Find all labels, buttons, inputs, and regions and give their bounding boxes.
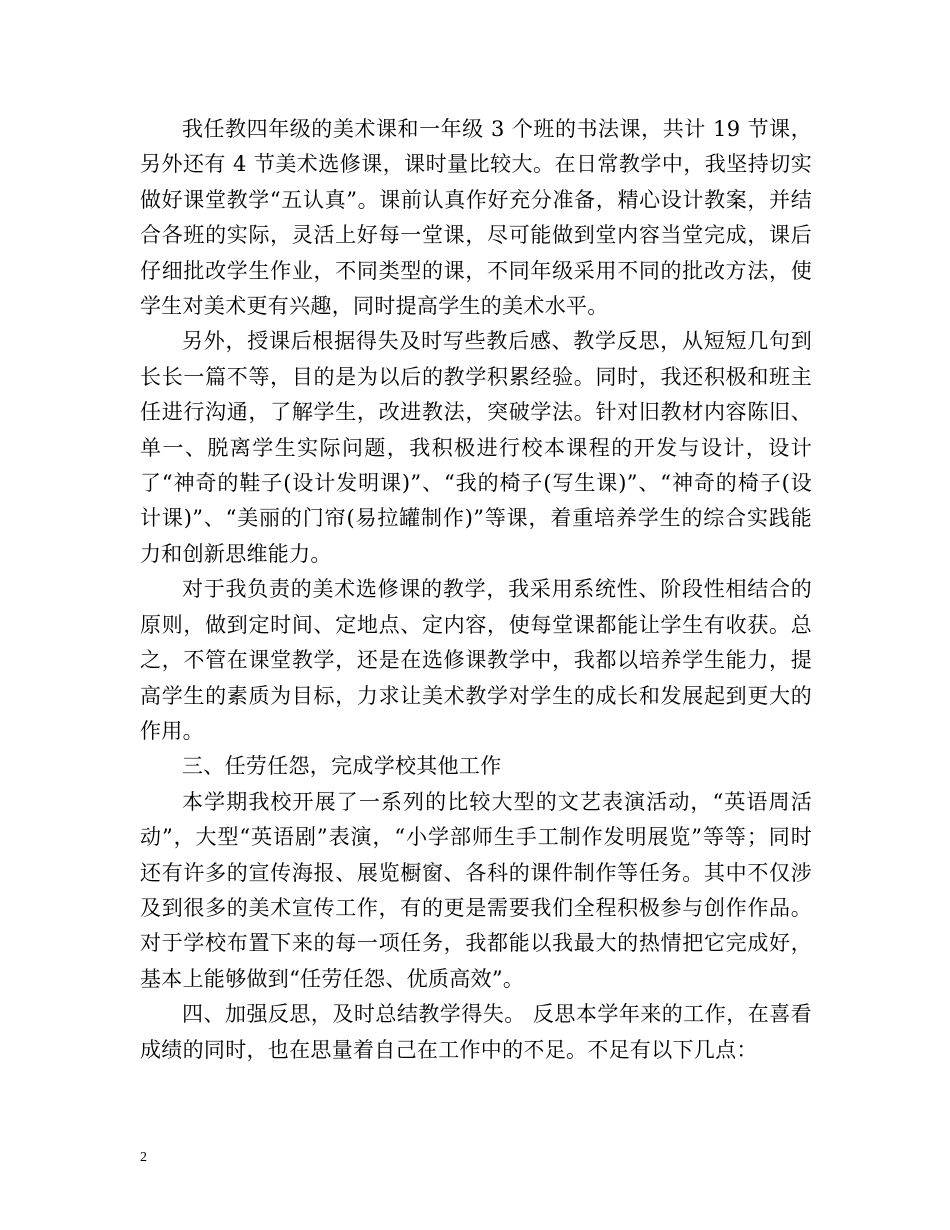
- paragraph-reflection-curriculum: 另外，授课后根据得失及时写些教后感、教学反思，从短短几句到长长一篇不等，目的是为以后的教学积累经验。同时，我还积极和班主任进行沟通，了解学生，改进教法，突破学法。针对旧教材内容陈旧、单一、脱离学生实际问题，我积极进行校本课程的开发与设计，设计了“神奇的鞋子(设计发明课)”、“我的椅子(写生课)”、“神奇的椅子(设计课)”、“美丽的门帘(易拉罐制作)”等课，着重培养学生的综合实践能力和创新思维能力。: [140, 329, 812, 566]
- section-heading-other-work: 三、任劳任怨，完成学校其他工作: [182, 754, 502, 779]
- document-body: [140, 112, 812, 1068]
- paragraph-school-activities: 本学期我校开展了一系列的比较大型的文艺表演活动，“英语周活动”，大型“英语剧”表演，“小学部师生手工制作发明展览”等等；同时还有许多的宣传海报、展览橱窗、各科的课件制作等任务。其中不仅涉及到很多的美术宣传工作，有的更是需要我们全程积极参与创作作品。对于学校布置下来的每一项任务，我都能以我最大的热情把它完成好，基本上能够做到“任劳任怨、优质高效”。: [140, 789, 812, 991]
- paragraph-elective-course: 对于我负责的美术选修课的教学，我采用系统性、阶段性相结合的原则，做到定时间、定地点、定内容，使每堂课都能让学生有收获。总之，不管在课堂教学，还是在选修课教学中，我都以培养学生能力，提高学生的素质为目标，力求让美术教学对学生的成长和发展起到更大的作用。: [140, 577, 812, 743]
- page-number: 2: [140, 1150, 147, 1165]
- paragraph-teaching-load: 我任教四年级的美术课和一年级 3 个班的书法课，共计 19 节课，另外还有 4 节美术选修课，课时量比较大。在日常教学中，我坚持切实做好课堂教学“五认真”。课前认真作好充分准备，精心设计教案，并结合各班的实际，灵活上好每一堂课，尽可能做到堂内容当堂完成，课后仔细批改学生作业，不同类型的课，不同年级采用不同的批改方法，使学生对美术更有兴趣，同时提高学生的美术水平。: [140, 117, 812, 319]
- section-heading-reflection: 四、加强反思，及时总结教学得失。 反思本学年来的工作，在喜看成绩的同时，也在思量着自己在工作中的不足。不足有以下几点：: [140, 1002, 812, 1062]
